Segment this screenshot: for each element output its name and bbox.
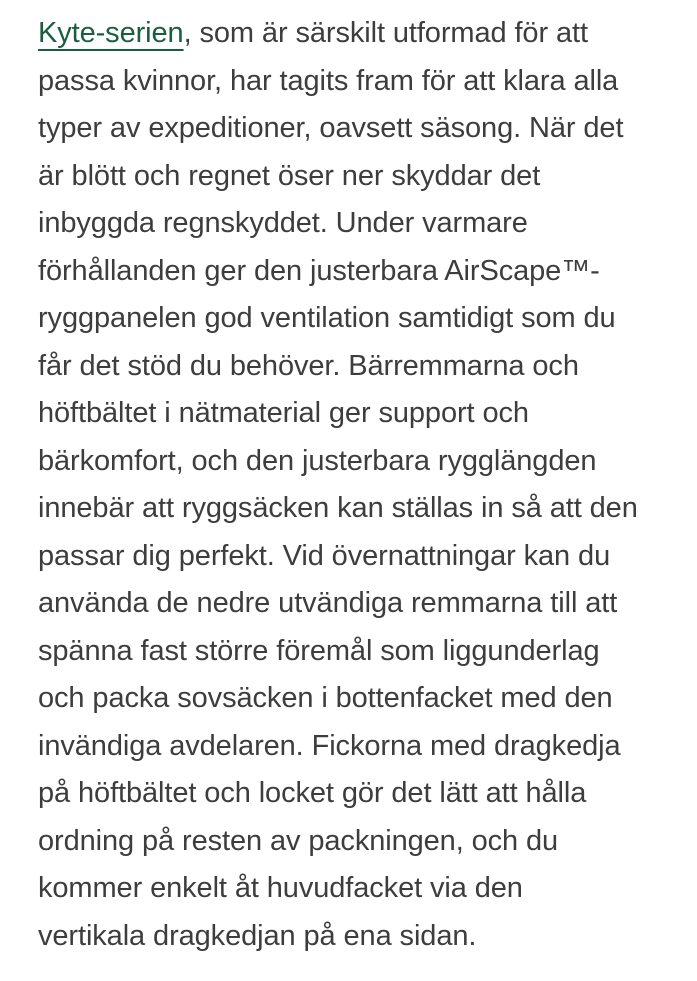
description-line: höftbältet i nätmaterial ger support och	[38, 397, 529, 429]
description-line: bärkomfort, och den justerbara rygglängden	[38, 444, 597, 477]
description-line: ordning på resten av packningen, och du	[38, 824, 559, 857]
description-line: passar dig perfekt. Vid övernattningar kan du	[38, 539, 611, 572]
description-line: är blött och regnet öser ner skyddar det	[38, 159, 541, 192]
description-line: innebär att ryggsäcken kan ställas in så att den	[38, 492, 638, 524]
description-line: typer av expeditioner, oavsett säsong. När det	[38, 112, 624, 144]
description-line: spänna fast större föremål som liggunderlag	[38, 634, 600, 667]
description-line: inbyggda regnskyddet. Under varmare	[38, 207, 528, 239]
description-line: ryggpanelen god ventilation samtidigt som du	[38, 302, 616, 334]
description-line: kommer enkelt åt huvudfacket via den	[38, 872, 523, 904]
description-line: passa kvinnor, har tagits fram för att klara alla	[38, 64, 619, 97]
description-line: använda de nedre utvändiga remmarna till att	[38, 587, 618, 619]
description-line	[38, 10, 677, 58]
description-line: får det stöd du behöver. Bärremmarna och	[38, 349, 579, 382]
description-line: på höftbältet och locket gör det lätt att hålla	[38, 777, 587, 809]
description-line-text: , som är särskilt utformad för att	[183, 17, 588, 49]
kyte-series-link[interactable]: Kyte-serien	[38, 17, 184, 49]
description-line: förhållanden ger den justerbara AirScape™-	[38, 254, 600, 287]
description-line: invändiga avdelaren. Fickorna med dragkedja	[38, 729, 621, 762]
description-line: vertikala dragkedjan på ena sidan.	[38, 919, 477, 952]
description-line: och packa sovsäcken i bottenfacket med den	[38, 682, 613, 714]
